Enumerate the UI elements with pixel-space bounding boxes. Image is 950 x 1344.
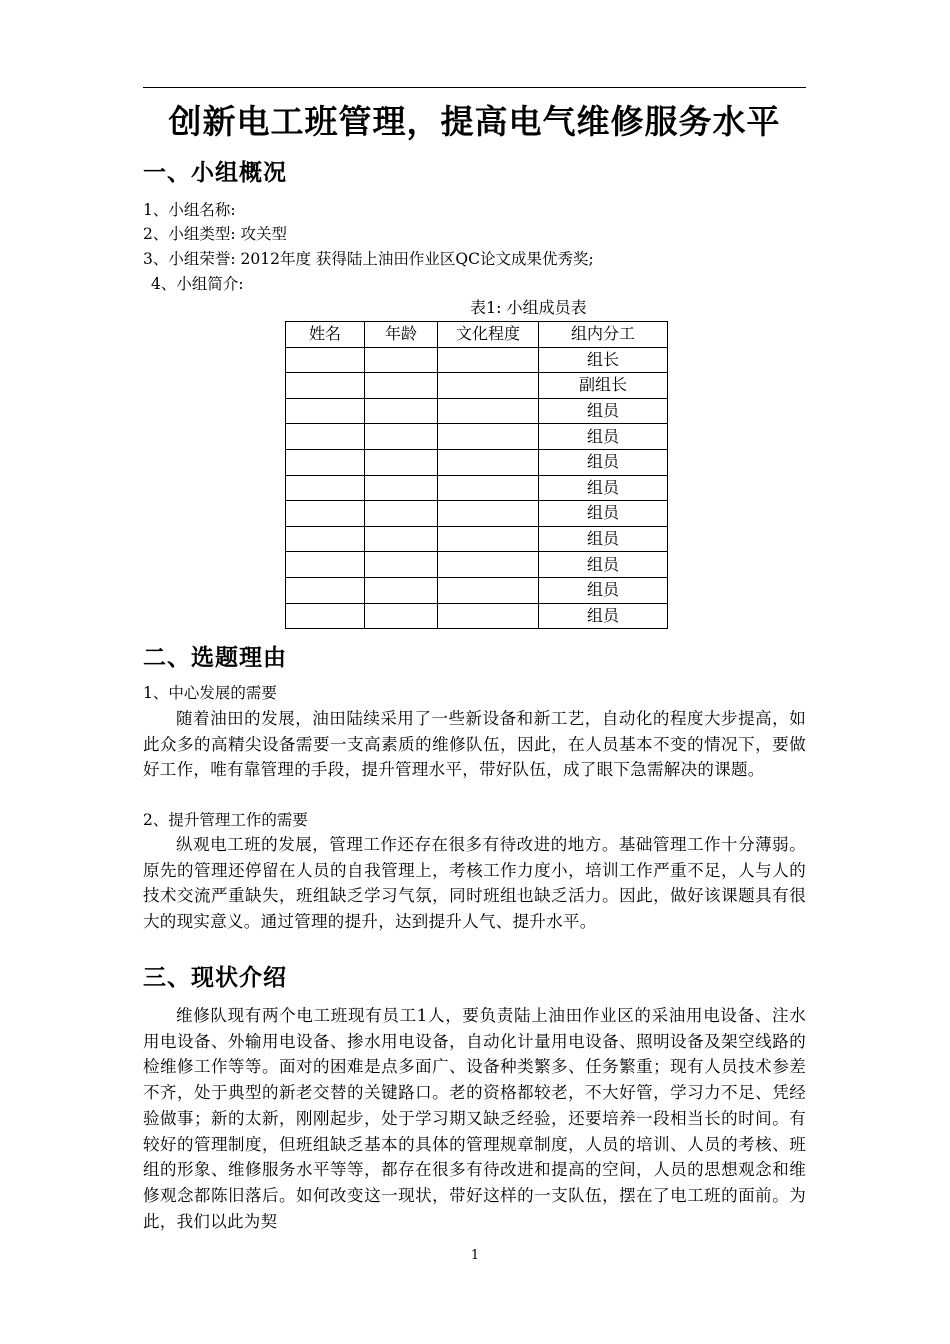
table-row — [286, 501, 668, 527]
cell-age — [365, 552, 438, 578]
header-education: 文化程度 — [438, 322, 539, 348]
cell-name — [286, 475, 365, 501]
reason-1-title: 1、中心发展的需要 — [143, 684, 277, 702]
reason-2-paragraph: 纵观电工班的发展，管理工作还存在很多有待改进的地方。基础管理工作十分薄弱。原先的管理还停留在人员的自我管理上，考核工作力度小，培训工作严重不足，人与人的技术交流严重缺失，班组缺乏学习气氛，同时班组也缺乏活力。因此，做好该课题具有很大的现实意义。通过管理的提升，达到提升人气、提升水平。 — [143, 835, 806, 932]
cell-education — [438, 501, 539, 527]
cell-education — [438, 449, 539, 475]
cell-age — [365, 475, 438, 501]
cell-age — [365, 603, 438, 629]
cell-education — [438, 526, 539, 552]
cell-role: 组员 — [539, 603, 668, 629]
cell-age — [365, 449, 438, 475]
cell-name — [286, 501, 365, 527]
table-row — [286, 552, 668, 578]
cell-age — [365, 577, 438, 603]
group-name-line: 1、小组名称: — [143, 201, 236, 219]
status-paragraph: 维修队现有两个电工班现有员工1人，要负责陆上油田作业区的采油用电设备、注水用电设备、外输用电设备、掺水用电设备，自动化计量用电设备、照明设备及架空线路的检维修工作等等。面对的困难是点多面广、设备种类繁多、任务繁重；现有人员技术参差不齐，处于典型的新老交替的关键路口。老的资格都较老，不大好管，学习力不足、凭经验做事；新的太新，刚刚起步，处于学习期又缺乏经验，还要培养一段相当长的时间。有较好的管理制度，但班组缺乏基本的具体的管理规章制度，人员的培训、人员的考核、班组的形象、维修服务水平等等，都存在很多有待改进和提高的空间，人员的思想观念和维修观念都陈旧落后。如何改变这一现状，带好这样的一支队伍，摆在了电工班的面前。为此，我们以此为契 — [143, 1006, 806, 1231]
group-intro-line: 4、小组简介: — [151, 275, 244, 293]
cell-name — [286, 552, 365, 578]
cell-age — [365, 373, 438, 399]
header-rule — [143, 87, 806, 88]
cell-role: 组员 — [539, 501, 668, 527]
cell-role: 组长 — [539, 347, 668, 373]
cell-education — [438, 577, 539, 603]
cell-name — [286, 373, 365, 399]
table-row — [286, 475, 668, 501]
cell-role: 组员 — [539, 398, 668, 424]
reason-1-paragraph: 随着油田的发展，油田陆续采用了一些新设备和新工艺，自动化的程度大步提高，如此众多的高精尖设备需要一支高素质的维修队伍，因此，在人员基本不变的情况下，要做好工作，唯有靠管理的手段，提升管理水平，带好队伍，成了眼下急需解决的课题。 — [143, 709, 806, 780]
page-title: 创新电工班管理，提高电气维修服务水平 — [168, 102, 781, 141]
cell-name — [286, 398, 365, 424]
table-body — [286, 347, 668, 629]
table-caption: 表1: 小组成员表 — [470, 298, 587, 317]
cell-name — [286, 577, 365, 603]
cell-role: 组员 — [539, 424, 668, 450]
cell-education — [438, 603, 539, 629]
cell-education — [438, 424, 539, 450]
table-row — [286, 398, 668, 424]
section-2-heading: 二、选题理由 — [143, 645, 287, 671]
group-type-line: 2、小组类型: 攻关型 — [143, 225, 288, 243]
cell-role: 副组长 — [539, 373, 668, 399]
cell-education — [438, 347, 539, 373]
cell-name — [286, 603, 365, 629]
cell-education — [438, 398, 539, 424]
table-row — [286, 603, 668, 629]
cell-age — [365, 526, 438, 552]
cell-role: 组员 — [539, 475, 668, 501]
cell-name — [286, 347, 365, 373]
table-row — [286, 526, 668, 552]
cell-education — [438, 373, 539, 399]
cell-role: 组员 — [539, 526, 668, 552]
cell-role: 组员 — [539, 449, 668, 475]
cell-name — [286, 526, 365, 552]
cell-role: 组员 — [539, 552, 668, 578]
cell-name — [286, 449, 365, 475]
header-age: 年龄 — [365, 322, 438, 348]
table-row — [286, 424, 668, 450]
table-row — [286, 449, 668, 475]
table-header-row — [286, 322, 668, 348]
table-row — [286, 373, 668, 399]
table-row — [286, 577, 668, 603]
header-name: 姓名 — [286, 322, 365, 348]
cell-education — [438, 552, 539, 578]
member-table — [285, 321, 668, 629]
cell-name — [286, 424, 365, 450]
section-1-heading: 一、小组概况 — [143, 160, 287, 186]
group-honor-line: 3、小组荣誉: 2012年度 获得陆上油田作业区QC论文成果优秀奖; — [143, 250, 594, 268]
header-role: 组内分工 — [539, 322, 668, 348]
cell-age — [365, 424, 438, 450]
page-number: 1 — [470, 1248, 480, 1263]
cell-role: 组员 — [539, 577, 668, 603]
reason-2-title: 2、提升管理工作的需要 — [143, 811, 308, 829]
cell-education — [438, 475, 539, 501]
table-row — [286, 347, 668, 373]
cell-age — [365, 398, 438, 424]
cell-age — [365, 347, 438, 373]
section-3-heading: 三、现状介绍 — [143, 965, 287, 991]
cell-age — [365, 501, 438, 527]
